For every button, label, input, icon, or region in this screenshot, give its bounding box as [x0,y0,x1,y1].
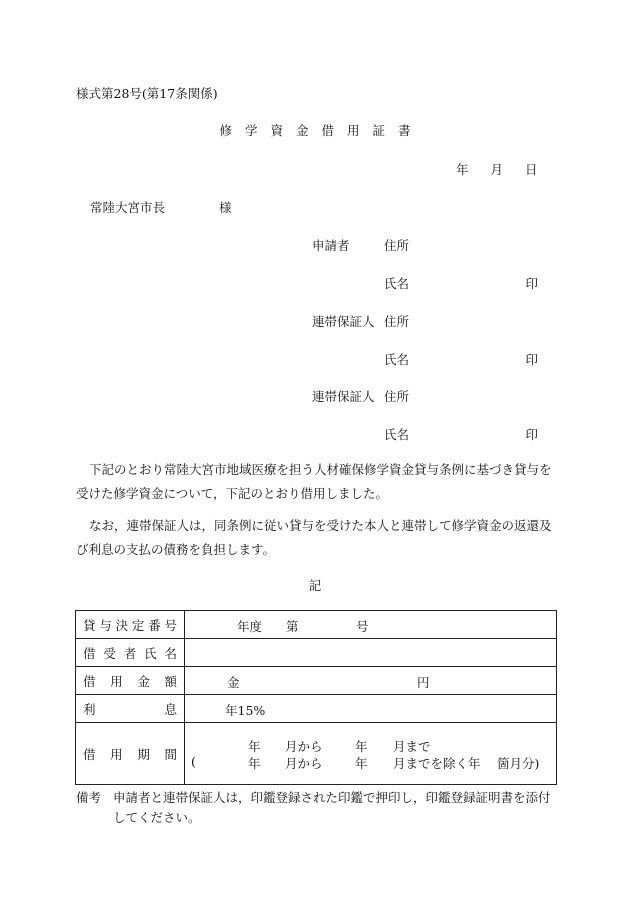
party-role: 申請者 [312,238,350,253]
table-label-cell [76,723,185,785]
guarantor1-address-row [312,312,542,330]
decision-number-cell [185,611,557,639]
party-role: 連帯保証人 [312,389,375,404]
period-year1: 年 [248,739,261,754]
table-row [76,667,557,695]
excl-month-to: 月までを除く年 [393,756,481,771]
party-field: 住所 [384,314,410,329]
addressee-honorific: 様 [219,200,232,215]
excl-months: 箇月分) [497,756,540,771]
addressee-name: 常陸大宮市長 [90,200,166,215]
loan-details-table [75,610,557,785]
party-field: 氏名 [384,427,410,442]
table-label-cell [76,667,185,695]
statement-paragraph [76,458,560,506]
table-row [76,611,557,639]
yen-label: 円 [417,675,430,690]
applicant-name-row [312,274,542,292]
date-month: 月 [490,162,504,177]
document-title: 修学資金借用証書 [219,123,424,138]
period-year2: 年 [355,739,368,754]
addressee [90,198,232,216]
party-field: 住所 [384,238,410,253]
guarantor-text: なお，連帯保証人は，同条例に従い貸与を受けた本人と連帯して修学資金の返還及び利息の支払の債務を負担します。 [76,518,552,557]
party-field: 氏名 [384,352,410,367]
party-field: 住所 [384,389,410,404]
table-label-cell [76,695,185,723]
excl-year2: 年 [355,756,368,771]
period-month-to: 月まで [393,739,431,754]
interest-cell [185,695,557,723]
dai-label: 第 [286,619,299,634]
guarantor2-address-row [312,387,542,405]
excl-year1: 年 [248,756,261,771]
applicant-address-row [312,236,542,254]
guarantor-paragraph [76,514,560,562]
table-label-cell [76,639,185,667]
kin-label: 金 [227,675,240,690]
seal-mark: 印 [525,352,538,367]
label-loan-period: 借 用 期 間 [83,746,177,762]
table-row [76,695,557,723]
loan-amount-cell [185,667,557,695]
excl-month-from: 月から [285,756,323,771]
label-interest: 利 息 [83,701,177,717]
date-line [456,160,538,178]
borrower-name-cell [185,639,557,667]
statement-text: 下記のとおり常陸大宮市地域医療を担う人材確保修学資金貸与条例に基づき貸与を受けた修学資金について，下記のとおり借用しました。 [76,462,552,501]
remarks-text: 申請者と連帯保証人は，印鑑登録された印鑑で押印し，印鑑登録証明書を添付してください。 [113,790,551,825]
guarantor1-name-row [312,350,542,368]
ki-heading: 記 [308,578,322,593]
date-day: 日 [525,162,538,177]
interest-value: 年15% [225,703,266,718]
date-year: 年 [456,162,469,177]
label-borrower-name: 借 受 者 氏 名 [83,645,177,661]
party-field: 氏名 [384,276,410,291]
table-row [76,723,557,785]
fiscal-year-suffix: 年度 [237,619,263,634]
form-number: 様式第28号(第17条関係) [76,86,218,101]
label-decision-number: 貸 与 決 定 番 号 [83,617,177,633]
period-month-from: 月から [285,739,323,754]
period-open-paren: ( [191,754,196,769]
remarks-label: 備考 [76,790,102,805]
table-row [76,639,557,667]
table-label-cell [76,611,185,639]
label-loan-amount: 借 用 金 額 [83,673,177,689]
seal-mark: 印 [525,427,538,442]
seal-mark: 印 [525,276,538,291]
go-label: 号 [356,619,369,634]
guarantor2-name-row [312,425,542,443]
loan-period-cell [185,723,557,785]
party-role: 連帯保証人 [312,314,375,329]
